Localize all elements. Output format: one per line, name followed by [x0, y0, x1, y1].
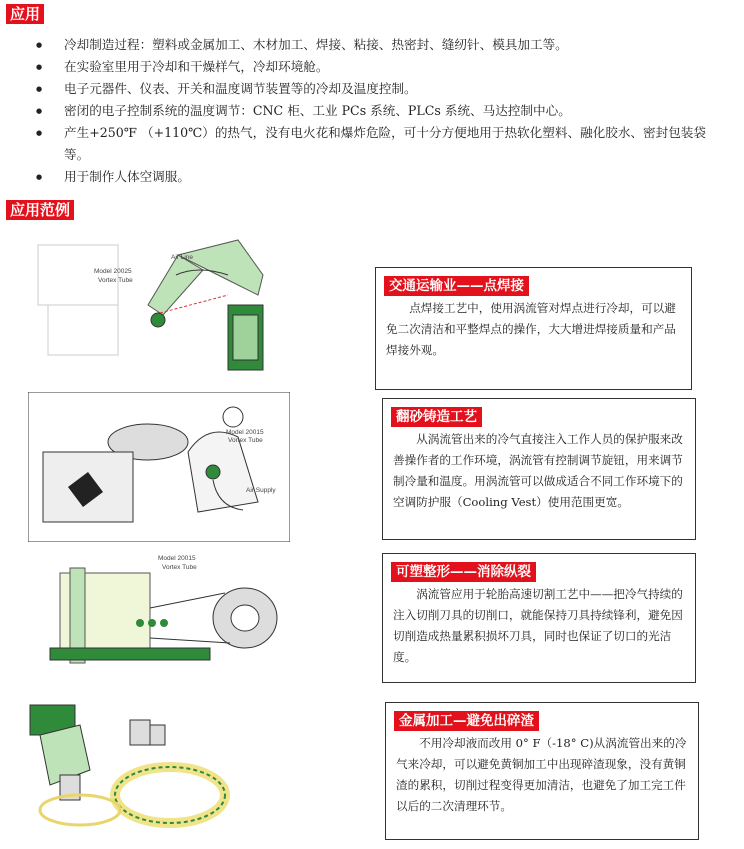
section-title-application-examples: 应用范例 [6, 200, 74, 220]
spot-welding-illustration [28, 235, 288, 380]
section-title-applications: 应用 [6, 4, 44, 24]
panel-body: 不用冷却液而改用 0° F（-18° C)从涡流管出来的冷气来冷却，可以避免黄铜加工中出现碎渣现象，没有黄铜渣的累积，切削过程变得更加清洁，也避免了加工完工件以后的二次清理环节。 [396, 736, 687, 813]
list-item: ● 产生+250℉ （+110℃）的热气，没有电火花和爆炸危险，可十分方便地用于热软化塑料、融化胶水、密封包装袋等。 [36, 122, 726, 166]
list-item: ● 冷却制造过程：塑料或金属加工、木材加工、焊接、粘接、热密封、缝纫针、模具加工等。 [36, 34, 726, 56]
list-item: ● 密闭的电子控制系统的温度调节：CNC 柜、工业 PCs 系统、PLCs 系统、马达控制中心。 [36, 100, 726, 122]
panel-body: 涡流管应用于轮胎高速切割工艺中——把冷气持续的注入切削刀具的切削口，就能保持刀具持续锋利，避免因切削造成热量累积损坏刀具，同时也保证了切口的光洁度。 [393, 587, 683, 664]
list-item: ● 用于制作人体空调服。 [36, 166, 726, 188]
applications-list [36, 34, 726, 188]
metal-machining-illustration [20, 700, 250, 840]
tire-cutting-illustration [40, 548, 285, 678]
foundry-illustration [28, 392, 290, 542]
panel-title: 可塑整形——消除纵裂 [391, 562, 536, 582]
example-panel-foundry [382, 398, 696, 540]
illustration-label: Vortex Tube [98, 277, 133, 284]
panel-title: 交通运输业——点焊接 [384, 276, 529, 296]
panel-title: 翻砂铸造工艺 [391, 407, 482, 427]
list-item: ● 电子元器件、仪表、开关和温度调节装置等的冷却及温度控制。 [36, 78, 726, 100]
list-item: ● 在实验室里用于冷却和干燥样气，冷却环境舱。 [36, 56, 726, 78]
illustration-label: Model 20015 [158, 555, 196, 562]
example-panel-spot-welding [375, 267, 692, 390]
illustration-label: Air Supply [246, 487, 276, 494]
illustration-label: Air Line [171, 254, 194, 261]
illustration-label: Vortex Tube [162, 564, 197, 571]
panel-body: 从涡流管出来的冷气直接注入工作人员的保护服来改善操作者的工作环境，涡流管有控制调节旋钮，用来调节制冷量和温度。用涡流管可以做成适合不同工作环境下的空调防护服（Cooling Vest）使用范围更宽。 [393, 432, 683, 509]
panel-title: 金属加工—避免出碎渣 [394, 711, 539, 731]
illustration-label: Model 20025 [94, 268, 132, 275]
example-panel-metal-machining [385, 702, 699, 840]
illustration-label: Model 20015 [226, 429, 264, 436]
example-panel-tire-cutting [382, 553, 696, 683]
illustration-label: Vortex Tube [228, 437, 263, 444]
panel-body: 点焊接工艺中，使用涡流管对焊点进行冷却，可以避免二次清洁和平整焊点的操作，大大增进焊接质量和产品焊接外观。 [386, 301, 676, 357]
